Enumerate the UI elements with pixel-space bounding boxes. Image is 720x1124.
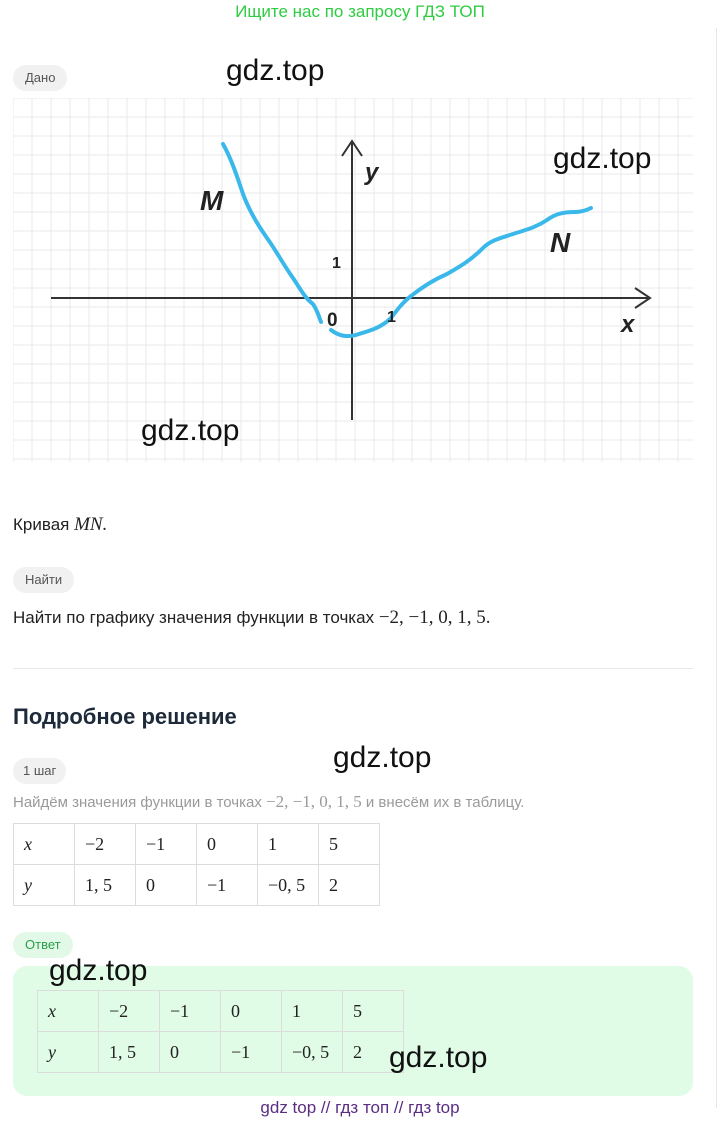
table-cell: −1 (136, 824, 197, 865)
table-cell: 1, 5 (99, 1032, 160, 1073)
table-row (14, 824, 380, 865)
table-cell: y (38, 1032, 99, 1073)
top-banner: Ищите нас по запросу ГДЗ ТОП (235, 2, 485, 21)
step-pill: 1 шаг (13, 758, 66, 784)
given-text-prefix: Кривая (13, 515, 70, 534)
watermark: gdz.top (389, 1041, 488, 1074)
watermark: gdz.top (553, 142, 652, 175)
table-cell: y (14, 865, 75, 906)
table-row (38, 991, 404, 1032)
watermark: gdz.top (226, 54, 325, 87)
given-text (13, 514, 107, 536)
table-cell: −0, 5 (258, 865, 319, 906)
curve-start-label: M (200, 185, 224, 216)
table-cell: 2 (319, 865, 380, 906)
table-cell: −0, 5 (282, 1032, 343, 1073)
tick-x-label: 1 (387, 309, 396, 326)
find-text (13, 607, 491, 629)
watermark: gdz.top (141, 414, 240, 447)
table-row (14, 865, 380, 906)
values-table (13, 823, 380, 906)
step-text-prefix: Найдём значения функции в точках (13, 794, 262, 811)
solution-heading: Подробное решение (13, 704, 237, 729)
origin-label: 0 (327, 310, 338, 331)
table-cell: x (14, 824, 75, 865)
axis-x-label: x (621, 311, 635, 338)
footer-links: gdz top // гдз топ // гдз top (260, 1098, 460, 1117)
table-cell: −1 (221, 1032, 282, 1073)
table-cell: −2 (75, 824, 136, 865)
table-cell: 2 (343, 1032, 404, 1073)
step-text-suffix: и внесём их в таблицу. (365, 794, 525, 811)
right-divider (716, 28, 717, 1108)
find-points: −2, −1, 0, 1, 5. (378, 607, 491, 628)
watermark: gdz.top (333, 741, 432, 774)
table-cell: x (38, 991, 99, 1032)
step-text (13, 792, 524, 812)
given-pill: Дано (13, 65, 67, 91)
table-cell: 5 (319, 824, 380, 865)
table-row (38, 1032, 404, 1073)
curve-name: MN. (74, 514, 108, 535)
table-cell: 1, 5 (75, 865, 136, 906)
find-pill: Найти (13, 567, 74, 593)
table-cell: 0 (197, 824, 258, 865)
find-text-body: Найти по графику значения функции в точках (13, 608, 375, 627)
table-cell: −1 (160, 991, 221, 1032)
curve-end-label: N (550, 227, 571, 258)
table-cell: 5 (343, 991, 404, 1032)
table-cell: 0 (136, 865, 197, 906)
answer-table (37, 990, 404, 1073)
table-cell: −1 (197, 865, 258, 906)
tick-y-label: 1 (332, 255, 341, 272)
table-cell: −2 (99, 991, 160, 1032)
section-divider (13, 668, 693, 669)
table-cell: 0 (160, 1032, 221, 1073)
table-cell: 0 (221, 991, 282, 1032)
table-cell: 1 (258, 824, 319, 865)
axis-y-label: y (365, 159, 379, 186)
watermark: gdz.top (49, 954, 148, 987)
step-points: −2, −1, 0, 1, 5 (266, 792, 362, 811)
answer-pill: Ответ (13, 932, 73, 958)
table-cell: 1 (282, 991, 343, 1032)
